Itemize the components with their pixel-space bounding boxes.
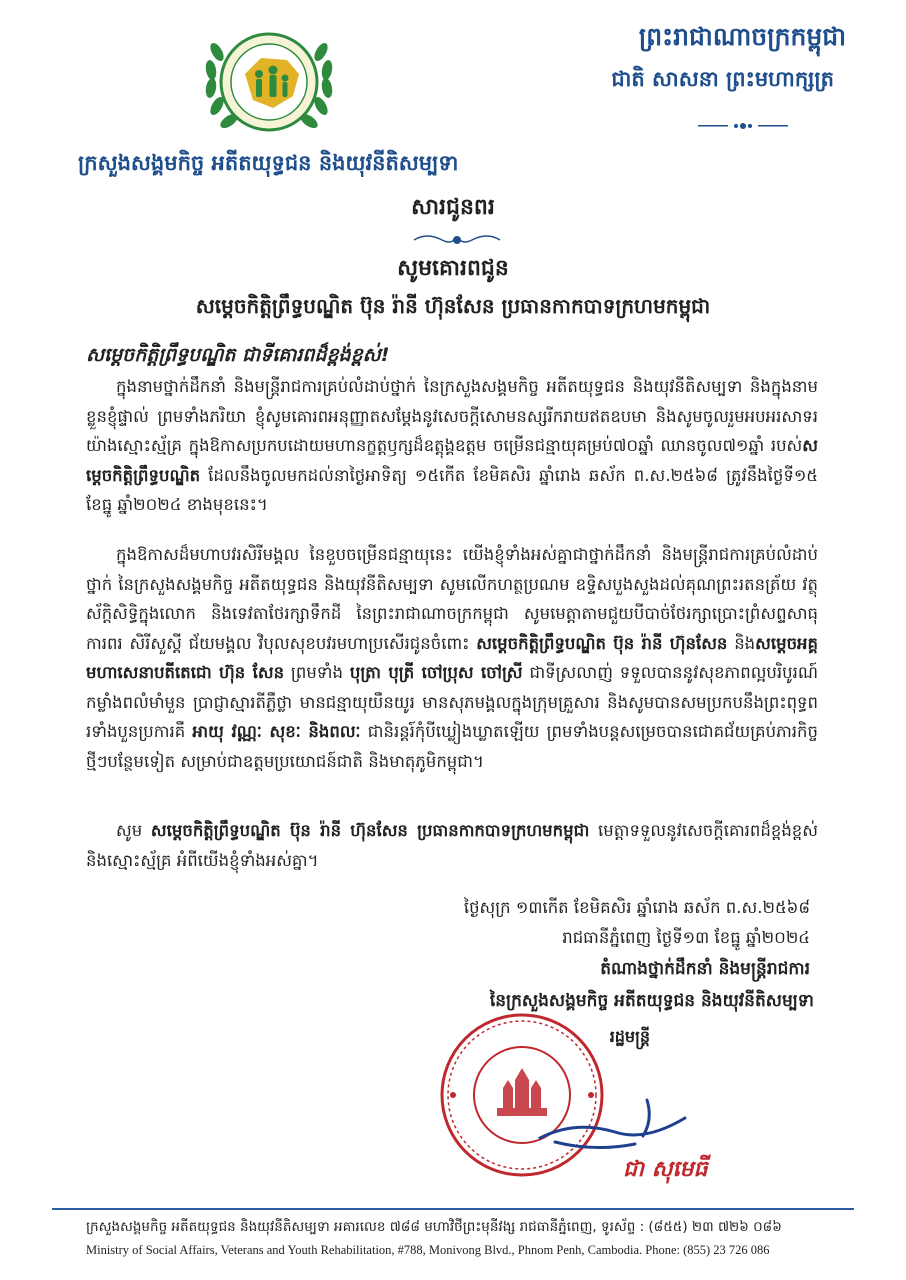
handwritten-signature [535, 1090, 695, 1160]
footer-address-khmer: ក្រសួងសង្គមកិច្ច អតីតយុទ្ធជន និងយុវនីតិសម្បទា អគារលេខ ៧៨៨ មហាវិថីព្រះមុនីវង្ស រាជធានីភ្នំពេញ, ទូរស័ព្ទ : (៨៥៥) ២៣ ៧២៦ ០៨៦ [86, 1219, 782, 1235]
paragraph-2-text-b: និង [727, 633, 756, 653]
signatory-title-line-1: តំណាងថ្នាក់ដឹកនាំ និងមន្ត្រីរាជការ [600, 959, 810, 979]
paragraph-1-bold: សម្តេចកិត្តិព្រឹទ្ធបណ្ឌិត [86, 436, 818, 485]
paragraph-1-text-b: ដែលនឹងចូលមកដល់នាថ្ងៃអាទិត្យ ១៥កើត ខែមិគសិរ ឆ្នាំរោង ឆស័ក ព.ស.២៥៦៨ ត្រូវនឹងថ្ងៃទី១៥ ខែធ្នូ ឆ្នាំ២០២៤ ខាងមុខនេះ។ [86, 465, 818, 514]
recipient-title: សម្តេចកិត្តិព្រឹទ្ធបណ្ឌិត ប៊ុន រ៉ានី ហ៊ុនសែន ប្រធានកាកបាទក្រហមកម្ពុជា [195, 294, 711, 318]
paragraph-1-text-a: ក្នុងនាមថ្នាក់ដឹកនាំ និងមន្ត្រីរាជការគ្រប់លំដាប់ថ្នាក់ នៃក្រសួងសង្គមកិច្ច អតីតយុទ្ធជន និងយុវនីតិសម្បទា និងក្នុងនាមខ្លួនខ្ញុំផ្ទាល់ ព្រមទាំងភរិយា ខ្ញុំសូមគោរពអនុញ្ញាតសម្តែងនូវសេចក្តីសោមនស្សរីករាយឥតឧបមា និងសូមចូលរួមអបអរសាទរយ៉ាងស្មោះស្ម័គ្រ ក្នុងឱកាសប្រកបដោយមហានក្ខត្តឫក្សដ៏ឧត្តុង្គឧត្តម ចម្រើនជន្មាយុគម្រប់៧០ឆ្នាំ ឈានចូល៧១ឆ្នាំ របស់ [86, 377, 818, 455]
paragraph-2-bold-4: អាយុ វណ្ណៈ សុខៈ និងពលៈ [192, 722, 361, 741]
ministry-name: ក្រសួងសង្គមកិច្ច អតីតយុទ្ធជន និងយុវនីតិសម្បទា [78, 151, 459, 175]
footer-divider [52, 1208, 854, 1210]
paragraph-2-bold-1: សម្តេចកិត្តិព្រឹទ្ធបណ្ឌិត ប៊ុន រ៉ានី ហ៊ុនសែន [476, 633, 728, 653]
paragraph-1 [86, 372, 818, 520]
kingdom-title: ព្រះរាជាណាចក្រកម្ពុជា [638, 22, 846, 51]
paragraph-2-text-a: ក្នុងឱកាសដ៏មហាបវរសិរីមង្គល នៃខួបចម្រើនជន្មាយុនេះ យើងខ្ញុំទាំងអស់គ្នាជាថ្នាក់ដឹកនាំ និងមន្ត្រីរាជការគ្រប់លំដាប់ថ្នាក់ នៃក្រសួងសង្គមកិច្ច អតីតយុទ្ធជន និងយុវនីតិសម្បទា សូមលើកហត្ថប្រណម ឧទ្ទិសបួងសួងដល់គុណព្រះរតនត្រ័យ វត្ថុស័ក្តិសិទ្ធិក្នុងលោក និងទេវតាថែរក្សាទឹកដី នៃព្រះរាជាណាចក្រកម្ពុជា សូមមេត្តាតាមជួយបីបាច់ថែរក្សាប្រោះព្រំសព្ទសាធុការពរ សិរីសួស្តី ជ័យមង្គល វិបុលសុខបវរមហាប្រសើរជូនចំពោះ [86, 545, 818, 653]
title-ornament [412, 232, 502, 248]
document-type: សារជូនពរ [411, 195, 495, 220]
paragraph-2-bold-3: បុត្រា បុត្រី ចៅប្រុស ចៅស្រី [349, 663, 523, 682]
paragraph-2-bold-2: សម្តេចអគ្គមហាសេនាបតីតេជោ ហ៊ុន សែន [86, 633, 818, 682]
ministry-logo [195, 12, 343, 150]
place-and-date: រាជធានីភ្នំពេញ ថ្ងៃទី១៣ ខែធ្នូ ឆ្នាំ២០២៤ [562, 928, 810, 947]
paragraph-2 [86, 540, 818, 776]
paragraph-3-text-b: មេត្តាទទួលនូវសេចក្តីគោរពដ៏ខ្ពង់ខ្ពស់ និងស្មោះស្ម័គ្រ អំពីយើងខ្ញុំទាំងអស់គ្នា។ [86, 821, 818, 870]
salutation: សម្តេចកិត្តិព្រឹទ្ធបណ្ឌិត ជាទីគោរពដ៏ខ្ពង់ខ្ពស់! [86, 344, 390, 366]
paragraph-3 [86, 816, 818, 875]
respect-line: សូមគោរពជូន [397, 256, 509, 281]
motto-ornament [698, 120, 788, 132]
paragraph-3-bold: សម្តេចកិត្តិព្រឹទ្ធបណ្ឌិត ប៊ុន រ៉ានី ហ៊ុនសែន ប្រធានកាកបាទក្រហមកម្ពុជា [150, 821, 590, 840]
signatory-title-line-2: នៃក្រសួងសង្គមកិច្ច អតីតយុទ្ធជន និងយុវនីតិសម្បទា [489, 991, 814, 1011]
signatory-role: រដ្ឋមន្ត្រី [609, 1027, 650, 1046]
footer-address-english: Ministry of Social Affairs, Veterans and Youth Rehabilitation, #788, Monivong Blvd., Phnom Penh, Cambodia. Phone: (855) 23 726 086 [86, 1243, 770, 1257]
paragraph-3-text-a: សូម [116, 821, 151, 840]
nation-religion-king: ជាតិ សាសនា ព្រះមហាក្សត្រ [611, 67, 834, 91]
lunar-date: ថ្ងៃសុក្រ ១៣កើត ខែមិគសិរ ឆ្នាំរោង ឆស័ក ព.ស.២៥៦៨ [463, 898, 810, 917]
paragraph-2-text-c: ព្រមទាំង [284, 663, 350, 682]
paragraph-2-text-e: ជានិរន្តរ៍កុំបីឃ្លៀងឃ្លាតឡើយ ព្រមទាំងបន្តសម្រេចបានជោគជ័យគ្រប់ភារកិច្ចថ្មីៗបន្ថែមទៀត សម្រាប់ជាឧត្តមប្រយោជន៍ជាតិ និងមាតុភូមិកម្ពុជា។ [86, 722, 818, 771]
paragraph-2-text-d: ជាទីស្រលាញ់ ទទួលបាននូវសុខភាពល្អបរិបូរណ៍ កម្លាំងពលំមាំមួន ប្រាជ្ញាស្មារតីភ្លឺថ្លា មានជន្មាយុយឺនយូរ មានសុភមង្គលក្នុងក្រុមគ្រួសារ និងសូមបានសមប្រកបនឹងព្រះពុទ្ធពរទាំងបួនប្រការគឺ [86, 663, 818, 741]
signer-name: ជា សុមេធី [623, 1157, 708, 1182]
